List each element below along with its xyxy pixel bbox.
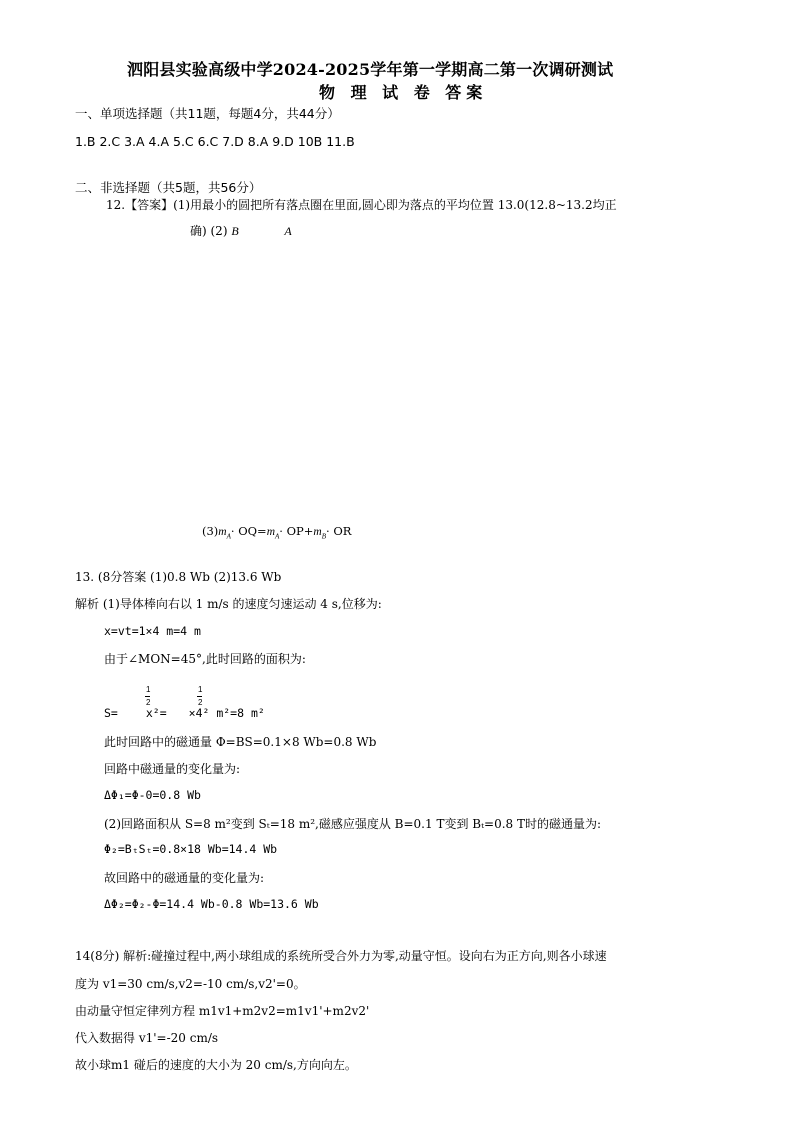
q13-line2: 由于∠MON=45°,此时回路的面积为: [104, 652, 306, 666]
q13-line6: (2)回路面积从 S=8 m²变到 Sₜ=18 m²,磁感应强度从 B=0.1 T变到 Bₜ=0.8 T时的磁通量为: [104, 817, 602, 831]
q14-line1: 14(8分) 解析:碰撞过程中,两小球组成的系统所受合外力为零,动量守恒。设向右为正方向,则各小球速 [75, 949, 607, 963]
q12-answer-b: B [231, 224, 239, 238]
section1-answers: 1.B 2.C 3.A 4.A 5.C 6.C 7.D 8.A 9.D 10B 11.B [75, 134, 355, 149]
page-title: 泗阳县实验高级中学2024-2025学年第一学期高二第一次调研测试 [127, 60, 614, 79]
eq-sub-b: B [321, 532, 327, 541]
q13-line9: ΔΦ₂=Φ₂-Φ=14.4 Wb-0.8 Wb=13.6 Wb [104, 897, 319, 911]
area-s-prefix: S= [104, 706, 118, 720]
q12-answer-line1: 12.【答案】(1)用最小的圆把所有落点圈在里面,圆心即为落点的平均位置 13.0(12.8~13.2均正 [106, 198, 617, 212]
q13-line4: 回路中磁通量的变化量为: [104, 762, 241, 776]
q13-analysis: 解析 (1)导体棒向右以 1 m/s 的速度匀速运动 4 s,位移为: [75, 597, 382, 611]
eq-end: · OR [326, 524, 352, 538]
frac-bar-1 [145, 696, 150, 697]
q13-line1: x=vt=1×4 m=4 m [104, 624, 201, 638]
eq-m2: m [266, 526, 276, 538]
eq-m1: m [218, 526, 227, 538]
q12-answer-a: A [284, 224, 292, 238]
eq-sub-a: A [226, 532, 231, 541]
q13-line7: Φ₂=BₜSₜ=0.8×18 Wb=14.4 Wb [104, 842, 278, 856]
section1-heading: 一、单项选择题（共11题，每题4分，共44分） [75, 106, 340, 121]
eq-mid2: · OP+ [279, 524, 314, 538]
q13-line8: 故回路中的磁通量的变化量为: [104, 871, 265, 885]
frac-num-1: 1 [146, 685, 151, 694]
q12-line2-text: 确) (2) [190, 224, 228, 238]
q12-equation [202, 524, 351, 540]
q13-line3: 此时回路中的磁通量 Φ=BS=0.1×8 Wb=0.8 Wb [104, 735, 377, 749]
page-subtitle: 物 理 试 卷 答案 [319, 83, 488, 102]
eq-sub-a2: A [275, 532, 280, 541]
area-value: ×4² m²=8 m² [188, 706, 265, 720]
q14-line4: 代入数据得 v1'=-20 cm/s [75, 1031, 219, 1045]
q13-header: 13. (8分答案 (1)0.8 Wb (2)13.6 Wb [75, 570, 282, 584]
eq-mid1: · OQ= [230, 524, 267, 538]
frac-den-1: 2 [146, 698, 151, 707]
frac-num-2: 1 [198, 685, 203, 694]
q13-area-formula [104, 706, 265, 720]
eq-m3: m [313, 526, 322, 538]
q14-line3: 由动量守恒定律列方程 m1v1+m2v2=m1v1'+m2v2' [75, 1004, 370, 1018]
frac-den-2: 2 [198, 698, 203, 707]
section2-heading: 二、非选择题（共5题，共56分） [75, 180, 262, 195]
q12-answer-line2 [190, 222, 292, 239]
q14-line2: 度为 v1=30 cm/s,v2=-10 cm/s,v2'=0。 [75, 977, 306, 991]
area-x2: x²= [145, 706, 167, 720]
q13-line5: ΔΦ₁=Φ-0=0.8 Wb [104, 788, 201, 802]
q14-line5: 故小球m1 碰后的速度的大小为 20 cm/s,方向向左。 [75, 1058, 357, 1072]
frac-bar-2 [197, 696, 202, 697]
eq-prefix: (3) [202, 524, 219, 538]
